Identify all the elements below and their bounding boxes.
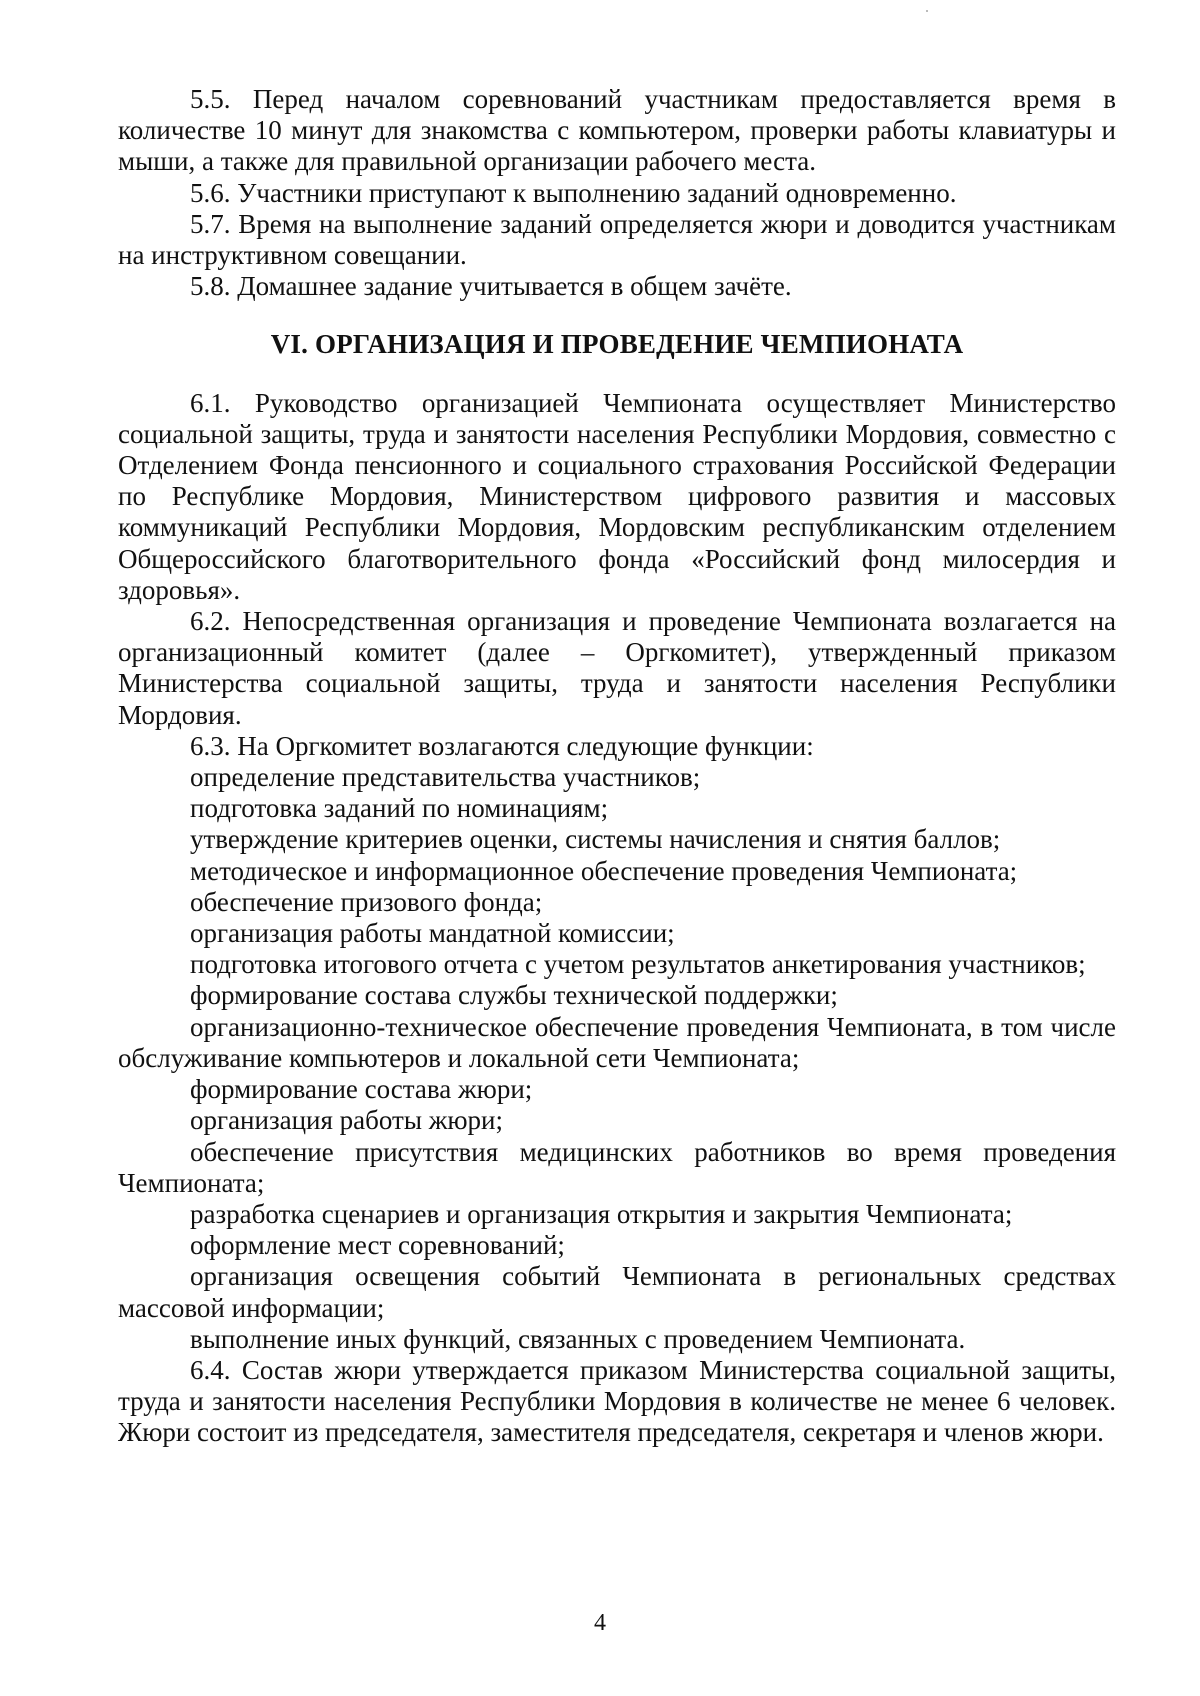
paragraph-5-8: 5.8. Домашнее задание учитывается в общем зачёте. [190,271,792,302]
function-item: организация работы жюри; [190,1105,504,1136]
paragraph-6-2: 6.2. Непосредственная организация и проведение Чемпионата возлагается на организационный комитет (далее – Оргкомитет), утвержденный приказом Министерства социальной защиты, труда и занятости населения Республики Мордовия. [118,606,1116,730]
function-item: обеспечение призового фонда; [190,886,543,917]
function-item: выполнение иных функций, связанных с проведением Чемпионата. [190,1323,966,1354]
function-item: обеспечение присутствия медицинских работников во время проведения Чемпионата; [118,1136,1116,1198]
section-title: VI. ОРГАНИЗАЦИЯ И ПРОВЕДЕНИЕ ЧЕМПИОНАТА [270,329,964,360]
scan-dust-mark [926,10,928,12]
functions-list [118,762,1116,1355]
function-item: определение представительства участников; [190,762,701,793]
paragraph-5-6: 5.6. Участники приступают к выполнению заданий одновременно. [190,177,957,208]
function-item: подготовка заданий по номинациям; [190,793,609,824]
function-item: оформление мест соревнований; [190,1230,565,1261]
function-item: формирование состава жюри; [190,1074,533,1105]
page-content [118,84,1116,1449]
page-number: 4 [594,1610,606,1636]
paragraph-6-1: 6.1. Руководство организацией Чемпионата осуществляет Министерство социальной защиты, труда и занятости населения Республики Мордовия, совместно с Отделением Фонда пенсионного и социального страхования Российской Федерации по Республике Мордовия, Министерством цифрового развития и массовых коммуникаций Республики Мордовия, Мордовским республиканским отделением Общероссийского благотворительного фонда «Российский фонд милосердия и здоровья». [118,387,1116,605]
function-item: формирование состава службы технической поддержки; [190,980,838,1011]
function-item: утверждение критериев оценки, системы начисления и снятия баллов; [190,824,1001,855]
function-item: подготовка итогового отчета с учетом результатов анкетирования участников; [190,949,1086,980]
function-item: организация освещения событий Чемпионата в региональных средствах массовой информации; [118,1261,1116,1323]
function-item: организация работы мандатной комиссии; [190,918,675,949]
paragraph-6-3: 6.3. На Оргкомитет возлагаются следующие функции: [190,730,814,761]
function-item: разработка сценариев и организация открытия и закрытия Чемпионата; [190,1198,1013,1229]
function-item: организационно-техническое обеспечение проведения Чемпионата, в том числе обслуживание компьютеров и локальной сети Чемпионата; [118,1011,1116,1073]
paragraph-5-5: 5.5. Перед началом соревнований участникам предоставляется время в количестве 10 минут для знакомства с компьютером, проверки работы клавиатуры и мыши, а также для правильной организации рабочего места. [118,84,1116,177]
function-item: методическое и информационное обеспечение проведения Чемпионата; [190,855,1018,886]
paragraph-6-4: 6.4. Состав жюри утверждается приказом Министерства социальной защиты, труда и занятости населения Республики Мордовия в количестве не менее 6 человек. Жюри состоит из председателя, заместителя председателя, секретаря и членов жюри. [118,1354,1116,1448]
paragraph-5-7: 5.7. Время на выполнение заданий определяется жюри и доводится участникам на инструктивном совещании. [118,208,1116,271]
